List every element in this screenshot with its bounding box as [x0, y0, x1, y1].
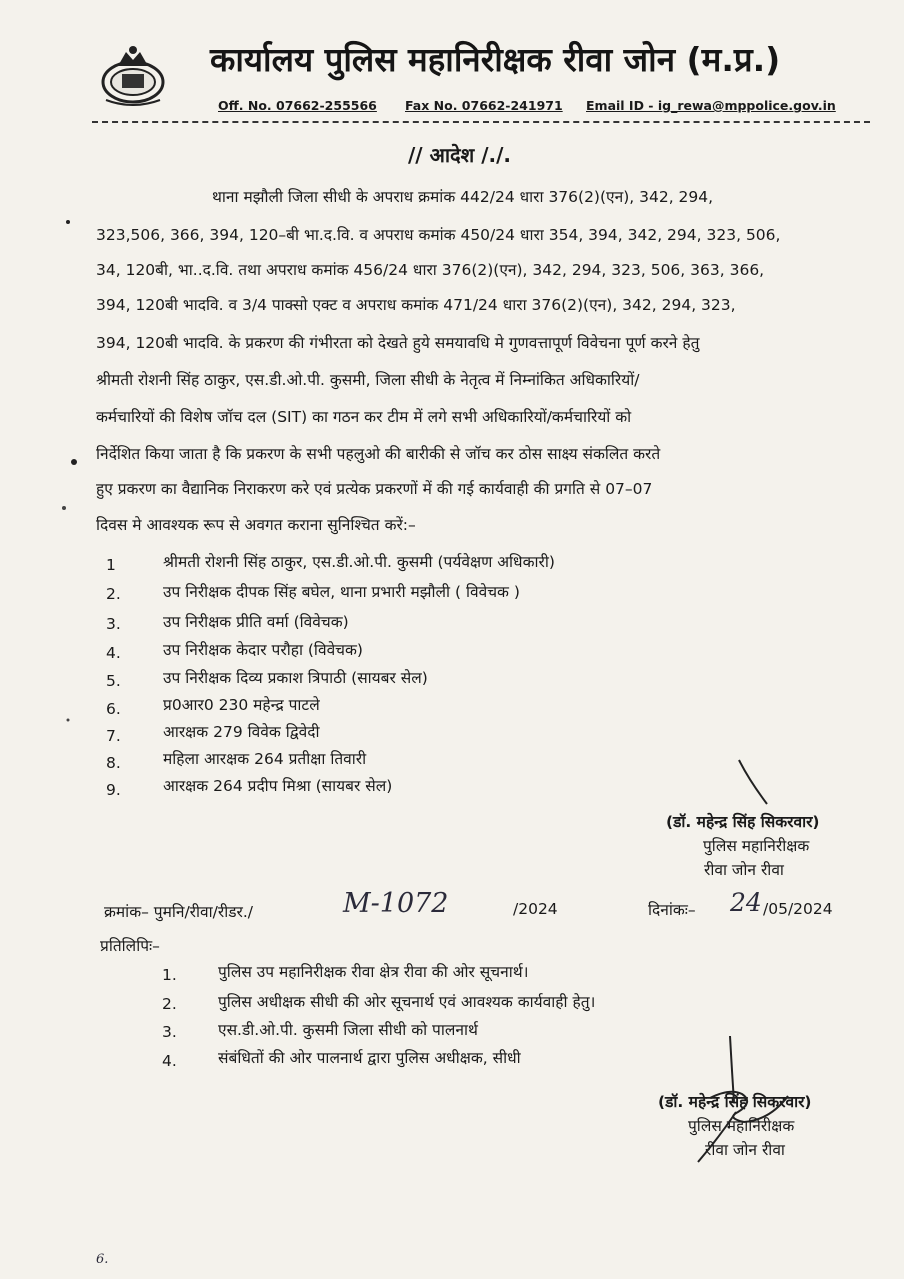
reference-handwritten-number: M-1072 — [343, 888, 449, 919]
body-line: निर्देशित किया जाता है कि प्रकरण के सभी पहलुओ की बारीकी से जॉच कर ठोस साक्ष्य संकलित करते — [96, 445, 661, 463]
copy-item-number: 2. — [162, 995, 177, 1013]
signatory-designation: पुलिस महानिरीक्षक — [688, 1117, 795, 1135]
copy-item: एस.डी.ओ.पी. कुसमी जिला सीधी को पालनार्थ — [218, 1021, 478, 1039]
page-mark: 6. — [96, 1252, 109, 1267]
date-label: दिनांकः– — [648, 901, 696, 919]
body-line: 394, 120बी भादवि. व 3/4 पाक्सो एक्ट व अपराध कमांक 471/24 धारा 376(2)(एन), 342, 294, 323, — [96, 296, 736, 314]
list-item: प्र0आर0 230 महेन्द्र पाटले — [163, 696, 320, 714]
list-item-number: 6. — [106, 700, 121, 718]
list-item-number: 4. — [106, 644, 121, 662]
body-line: श्रीमती रोशनी सिंह ठाकुर, एस.डी.ओ.पी. कुसमी, जिला सीधी के नेतृत्व में निम्नांकित अधिकारियों/ — [96, 371, 640, 389]
list-item-number: 2. — [106, 585, 121, 603]
body-line: 34, 120बी, भा..द.वि. तथा अपराध कमांक 456/24 धारा 376(2)(एन), 342, 294, 323, 506, 363, 366, — [96, 261, 765, 279]
signatory-name: (डॉ. महेन्द्र सिंह सिकरवार) — [658, 1093, 812, 1111]
signatory-office: रीवा जोन रीवा — [704, 861, 784, 879]
copy-label: प्रतिलिपिः– — [100, 937, 160, 955]
list-item-number: 5. — [106, 672, 121, 690]
list-item: उप निरीक्षक केदार परौहा (विवेचक) — [163, 641, 363, 659]
list-item: उप निरीक्षक दिव्य प्रकाश त्रिपाठी (सायबर सेल) — [163, 669, 428, 687]
mp-police-emblem-icon — [96, 44, 170, 106]
copy-item-number: 3. — [162, 1023, 177, 1041]
handwritten-signature-icon — [690, 1032, 800, 1172]
copy-item: पुलिस अधीक्षक सीधी की ओर सूचनार्थ एवं आवश्यक कार्यवाही हेतु। — [218, 993, 596, 1011]
body-line: कर्मचारियों की विशेष जॉच दल (SIT) का गठन कर टीम में लगे सभी अधिकारियों/कर्मचारियों को — [96, 408, 632, 426]
signature-stroke-icon — [735, 758, 775, 806]
list-item: श्रीमती रोशनी सिंह ठाकुर, एस.डी.ओ.पी. कुसमी (पर्यवेक्षण अधिकारी) — [163, 553, 555, 571]
list-item: आरक्षक 264 प्रदीप मिश्रा (सायबर सेल) — [163, 777, 393, 795]
list-item-number: 1 — [106, 556, 116, 574]
list-item: महिला आरक्षक 264 प्रतीक्षा तिवारी — [163, 750, 367, 768]
header-divider — [92, 121, 870, 123]
list-item: आरक्षक 279 विवेक द्विवेदी — [163, 723, 320, 741]
list-item-number: 9. — [106, 781, 121, 799]
reference-year: /2024 — [513, 900, 558, 918]
list-item-number: 8. — [106, 754, 121, 772]
copy-item: पुलिस उप महानिरीक्षक रीवा क्षेत्र रीवा की ओर सूचनार्थ। — [218, 963, 529, 981]
copy-item-number: 4. — [162, 1052, 177, 1070]
body-line: 394, 120बी भादवि. के प्रकरण की गंभीरता को देखते हुये समयावधि मे गुणवत्तापूर्ण विवेचना पूर्ण करने हेतु — [96, 334, 700, 352]
body-line: 323,506, 366, 394, 120–बी भा.द.वि. व अपराध कमांक 450/24 धारा 354, 394, 342, 294, 323, 506, — [96, 226, 781, 244]
signatory-designation: पुलिस महानिरीक्षक — [703, 837, 810, 855]
signatory-name: (डॉ. महेन्द्र सिंह सिकरवार) — [666, 813, 820, 831]
office-phone: Off. No. 07662-255566 — [218, 98, 377, 113]
fax-number: Fax No. 07662-241971 — [405, 98, 563, 113]
list-item: उप निरीक्षक प्रीति वर्मा (विवेचक) — [163, 613, 349, 631]
copy-item: संबंधितों की ओर पालनार्थ द्वारा पुलिस अधीक्षक, सीधी — [218, 1049, 521, 1067]
body-line: हुए प्रकरण का वैद्यानिक निराकरण करे एवं प्रत्येक प्रकरणों में की गई कार्यवाही की प्रगति से 07–07 — [96, 480, 653, 498]
date-rest: /05/2024 — [763, 900, 833, 918]
scan-speck-icon — [60, 200, 80, 740]
copy-item-number: 1. — [162, 966, 177, 984]
list-item: उप निरीक्षक दीपक सिंह बघेल, थाना प्रभारी मझौली ( विवेचक ) — [163, 583, 520, 601]
list-item-number: 3. — [106, 615, 121, 633]
body-line: थाना मझौली जिला सीधी के अपराध क्रमांक 442/24 धारा 376(2)(एन), 342, 294, — [212, 188, 714, 206]
email-id: Email ID - ig_rewa@mppolice.gov.in — [586, 98, 836, 113]
order-heading: // आदेश /./. — [408, 143, 511, 167]
list-item-number: 7. — [106, 727, 121, 745]
body-line: दिवस मे आवश्यक रूप से अवगत कराना सुनिश्चित करें:– — [96, 516, 416, 534]
signatory-office: रीवा जोन रीवा — [705, 1141, 785, 1159]
reference-prefix: क्रमांक– पुमनि/रीवा/रीडर./ — [104, 903, 254, 921]
date-day-handwritten: 24 — [730, 888, 762, 917]
office-title: कार्यालय पुलिस महानिरीक्षक रीवा जोन (म.प्र.) — [210, 40, 781, 79]
